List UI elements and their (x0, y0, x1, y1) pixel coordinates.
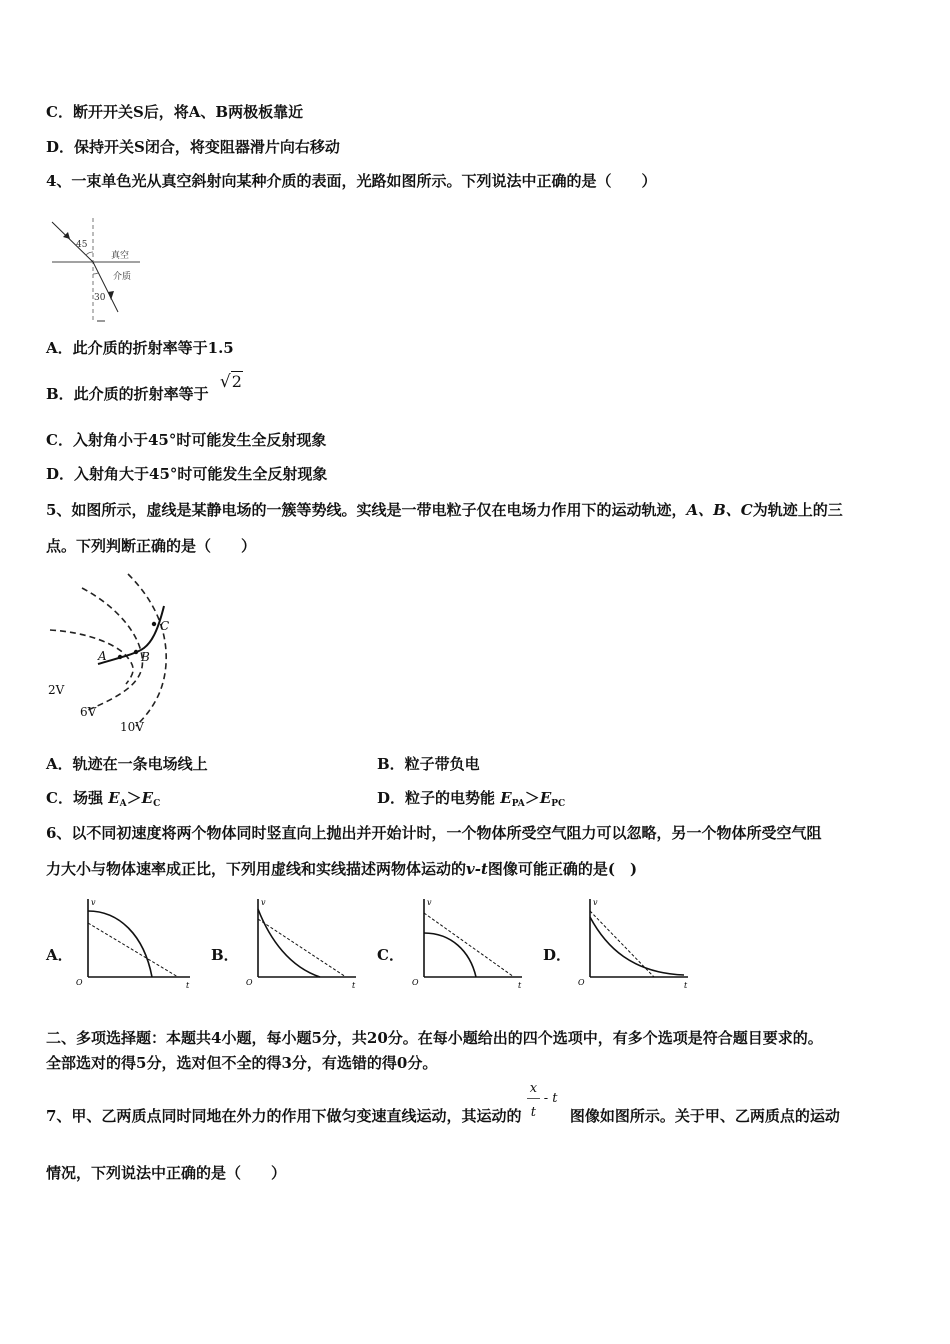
equipotential-6v (82, 588, 143, 710)
solid-curve (424, 933, 476, 977)
label-6v: 6V (80, 705, 97, 719)
solid-curve (258, 909, 320, 977)
sqrt-symbol: √ (219, 372, 231, 392)
field-e-c: E (141, 789, 154, 807)
q4-option-a: A．此介质的折射率等于1.5 (46, 339, 234, 357)
q7-stem-line1 (46, 1081, 840, 1126)
q6-graph-c (406, 895, 526, 990)
origin-label: O (76, 978, 83, 987)
q5-stem-text-end: 为轨迹上的三 (752, 501, 843, 519)
point-b-dot (134, 650, 138, 654)
q7-fraction (527, 1081, 565, 1121)
q6-graph-d (572, 895, 692, 990)
incident-arrow (63, 232, 70, 239)
q5-option-d-text: D．粒子的电势能 (377, 789, 496, 807)
q5-stem-line1 (46, 500, 843, 520)
axis-v-label: v (91, 898, 96, 907)
gt-sign-c: ＞ (126, 789, 142, 807)
q6-stem-line1: 6、以不同初速度将两个物体同时竖直向上抛出并开始计时，一个物体所受空气阻力可以忽略，另一个物体所受空气阻 (46, 824, 822, 842)
solid-curve (88, 911, 152, 977)
q6-stem-line2 (46, 859, 637, 879)
axis-t-label: t (186, 981, 190, 990)
q4-option-b (46, 372, 243, 404)
origin-label: O (578, 978, 585, 987)
label-2v: 2V (48, 683, 65, 697)
q3-option-c: C．断开开关S后，将A、B两极板靠近 (46, 103, 304, 121)
point-c-label: C (160, 619, 170, 633)
q7-stem-text: 7、甲、乙两质点同时同地在外力的作用下做匀变速直线运动，其运动的 (46, 1107, 522, 1125)
q6-stem-text: 力大小与物体速率成正比，下列用虚线和实线描述两物体运动的 (46, 860, 467, 878)
q5-option-a: A．轨迹在一条电场线上 (46, 755, 208, 773)
angle-30-label: 30 (94, 293, 106, 303)
fraction-bar (527, 1098, 540, 1099)
sub-pa: PA (511, 799, 525, 809)
q7-stem-text-end: 图像如图所示。关于甲、乙两质点的运动 (569, 1107, 840, 1125)
origin-label: O (412, 978, 419, 987)
sqrt-value: 2 (231, 372, 242, 391)
gt-sign-d: ＞ (524, 789, 540, 807)
q4-option-d: D．入射角大于45°时可能发生全反射现象 (46, 465, 328, 483)
q6-graph-a-label: A． (46, 946, 73, 964)
point-b-label: B (141, 650, 150, 664)
axis-t-label: t (684, 981, 688, 990)
q6-graph-b (240, 895, 360, 990)
medium-label: 介质 (113, 272, 132, 282)
q4-refraction-diagram (48, 216, 158, 326)
origin-label: O (246, 978, 253, 987)
q5-points: A、B、C (686, 501, 753, 519)
angle-45-label: 45 (76, 240, 88, 250)
fraction-numerator: x (529, 1081, 538, 1096)
dashed-line (424, 913, 514, 977)
q3-option-d: D．保持开关S闭合，将变阻器滑片向右移动 (46, 138, 340, 156)
q6-graph-a (74, 895, 194, 990)
fraction-denominator: t (530, 1105, 536, 1120)
refracted-ray (93, 262, 118, 312)
axis-t-label: t (352, 981, 356, 990)
axis-v-label: v (261, 898, 266, 907)
sqrt-expression (220, 372, 243, 392)
label-10v: 10V (120, 720, 144, 734)
field-e-a: E (108, 789, 120, 807)
q5-equipotential-diagram (46, 570, 186, 740)
axis-t-label: t (518, 981, 522, 990)
q5-option-d (377, 788, 565, 814)
q6-stem-text-end: 图像可能正确的是( ) (487, 860, 638, 878)
q4-stem: 4、一束单色光从真空斜射向某种介质的表面，光路如图所示。下列说法中正确的是（ ） (46, 172, 657, 190)
sub-a: A (119, 799, 127, 809)
q6-vt-label: v-t (466, 860, 488, 878)
dashed-line (88, 923, 178, 977)
vacuum-label: 真空 (111, 251, 130, 261)
section2-line1: 二、多项选择题：本题共4小题，每小题5分，共20分。在每小题给出的四个选项中，有多个选项是符合题目要求的。 (46, 1029, 823, 1047)
q6-graph-b-label: B． (211, 946, 239, 964)
energy-e-pc: E (539, 789, 552, 807)
q7-stem-line2: 情况，下列说法中正确的是（ ） (46, 1164, 287, 1182)
section2-line2: 全部选对的得5分，选对但不全的得3分，有选错的得0分。 (46, 1054, 438, 1072)
q5-stem-line2: 点。下列判断正确的是（ ） (46, 537, 257, 555)
point-c-dot (152, 622, 156, 626)
q5-option-b: B．粒子带负电 (377, 755, 480, 773)
point-a-dot (118, 655, 122, 659)
q5-option-c-text: C．场强 (46, 789, 103, 807)
q4-option-b-text: B．此介质的折射率等于 (46, 385, 209, 403)
q5-stem-text: 5、如图所示，虚线是某静电场的一簇等势线。实线是一带电粒子仅在电场力作用下的运动轨迹， (46, 501, 687, 519)
q4-option-c: C．入射角小于45°时可能发生全反射现象 (46, 431, 327, 449)
q5-option-c (46, 788, 160, 814)
q6-graph-c-label: C． (377, 946, 404, 964)
sub-c: C (153, 799, 161, 809)
fraction-rest: - t (543, 1091, 558, 1106)
q6-graph-d-label: D． (543, 946, 572, 964)
particle-trajectory (98, 606, 164, 664)
refracted-arrow (108, 291, 114, 300)
axis-v-label: v (593, 898, 598, 907)
axis-v-label: v (427, 898, 432, 907)
point-a-label: A (98, 649, 107, 663)
sub-pc: PC (551, 799, 566, 809)
energy-e-pa: E (500, 789, 512, 807)
